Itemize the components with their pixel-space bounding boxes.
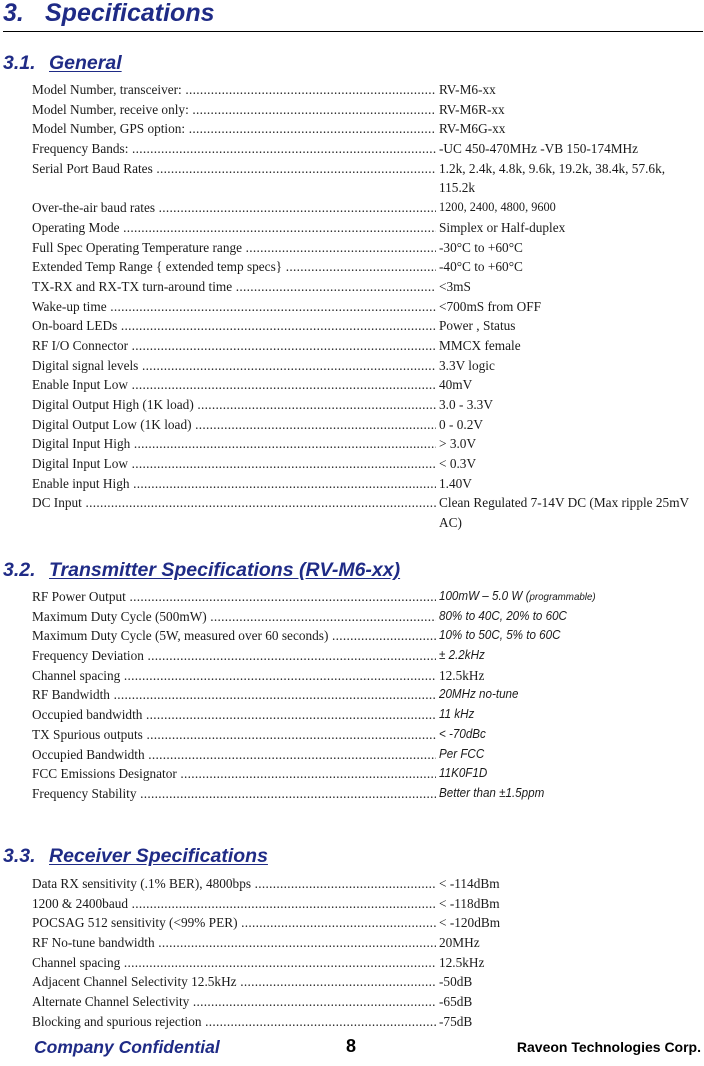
section-heading: [3, 0, 703, 32]
spec-label: Serial Port Baud Rates .....: [32, 159, 436, 178]
spec-value: 1.2k, 2.4k, 4.8k, 9.6k, 19.2k, 38.4k, 57.6k, 115.2k: [439, 160, 666, 196]
spec-row: [32, 100, 702, 120]
spec-label: Digital Output High (1K load) .....: [32, 395, 436, 414]
transmitter-spec-list: [32, 587, 702, 804]
spec-row: [32, 607, 702, 627]
spec-label: Frequency Deviation .....: [32, 646, 436, 665]
spec-label: Alternate Channel Selectivity .....: [32, 992, 436, 1011]
spec-value: RV-M6G-xx: [439, 121, 506, 137]
spec-label: Maximum Duty Cycle (500mW) .....: [32, 607, 436, 626]
spec-label: Model Number, transceiver: .....: [32, 80, 436, 99]
spec-row: [32, 139, 702, 159]
spec-row: [32, 933, 702, 953]
spec-label: Enable Input Low .....: [32, 375, 436, 394]
spec-row: [32, 257, 702, 277]
spec-row: [32, 218, 702, 238]
spec-label: Digital Input Low .....: [32, 454, 436, 473]
spec-label: Maximum Duty Cycle (5W, measured over 60 seconds) .....: [32, 626, 436, 645]
spec-row: [32, 913, 702, 933]
spec-label: Model Number, GPS option: .....: [32, 119, 436, 138]
spec-value: < -120dBm: [439, 915, 501, 931]
spec-value: -50dB: [439, 974, 473, 990]
spec-value: > 3.0V: [439, 436, 477, 452]
receiver-number: 3.3.: [3, 845, 36, 867]
spec-label: RF I/O Connector .....: [32, 336, 436, 355]
spec-label: Frequency Bands: .....: [32, 139, 436, 158]
spec-row: [32, 238, 702, 258]
page-number: 8: [346, 1036, 357, 1056]
spec-value: Power , Status: [439, 318, 516, 334]
spec-row: [32, 277, 702, 297]
spec-value: Better than ±1.5ppm: [439, 785, 545, 800]
spec-label: POCSAG 512 sensitivity (<99% PER) .....: [32, 913, 436, 932]
spec-row: [32, 784, 702, 804]
spec-label: RF Bandwidth .....: [32, 685, 436, 704]
spec-label: Occupied bandwidth .....: [32, 705, 436, 724]
spec-value: -75dB: [439, 1013, 473, 1029]
spec-value: 80% to 40C, 20% to 60C: [439, 608, 567, 623]
spec-value: 10% to 50C, 5% to 60C: [439, 628, 561, 643]
spec-row: [32, 493, 702, 532]
spec-row: [32, 666, 702, 686]
spec-label: DC Input .....: [32, 493, 436, 512]
spec-label: On-board LEDs .....: [32, 316, 436, 335]
spec-label: FCC Emissions Designator .....: [32, 764, 436, 783]
spec-label: Operating Mode .....: [32, 218, 436, 237]
spec-row: [32, 198, 702, 218]
spec-label: Enable input High .....: [32, 474, 436, 493]
spec-value: 40mV: [439, 377, 473, 393]
transmitter-number: 3.2.: [3, 559, 36, 581]
spec-row: [32, 894, 702, 914]
spec-row: [32, 415, 702, 435]
spec-label: Channel spacing .....: [32, 666, 436, 685]
section-number: 3.: [3, 0, 24, 27]
spec-row: [32, 454, 702, 474]
spec-label: 1200 & 2400baud .....: [32, 894, 436, 913]
spec-label: Blocking and spurious rejection .....: [32, 1012, 436, 1031]
spec-row: [32, 685, 702, 705]
spec-value: 11K0F1D: [439, 766, 488, 781]
spec-row: [32, 297, 702, 317]
spec-value: -65dB: [439, 994, 473, 1010]
general-number: 3.1.: [3, 52, 36, 74]
spec-value: < 0.3V: [439, 456, 477, 472]
company-name: Raveon Technologies Corp.: [516, 1039, 701, 1055]
spec-label: RF Power Output .....: [32, 587, 436, 606]
spec-label: Frequency Stability .....: [32, 784, 436, 803]
spec-row: [32, 874, 702, 894]
spec-value: 12.5kHz: [439, 667, 485, 683]
spec-value: 3.3V logic: [439, 357, 495, 373]
spec-value: RV-M6-xx: [439, 82, 496, 97]
spec-value: 12.5kHz: [439, 954, 485, 970]
receiver-heading: [3, 844, 268, 868]
receiver-spec-list: [32, 874, 702, 1032]
spec-row: [32, 705, 702, 725]
spec-value: -UC 450-470MHz -VB 150-174MHz: [439, 141, 639, 157]
spec-row: [32, 972, 702, 992]
spec-label: Occupied Bandwidth .....: [32, 745, 436, 764]
spec-value: 11 kHz: [439, 707, 475, 722]
spec-label: Digital Input High .....: [32, 434, 436, 453]
spec-value: 1200, 2400, 4800, 9600: [439, 200, 556, 215]
spec-value: 20MHz no-tune: [439, 687, 519, 702]
spec-value: [439, 587, 684, 608]
spec-value: < -70dBc: [439, 726, 486, 741]
spec-value: RV-M6R-xx: [439, 101, 505, 117]
spec-value: Simplex or Half-duplex: [439, 219, 566, 235]
spec-label: Digital Output Low (1K load) .....: [32, 415, 436, 434]
spec-value-note: programmable): [529, 591, 596, 603]
general-spec-list: [32, 80, 702, 533]
spec-value: Per FCC: [439, 746, 485, 761]
spec-label: Adjacent Channel Selectivity 12.5kHz .....: [32, 972, 436, 991]
spec-row: [32, 434, 702, 454]
transmitter-heading: [3, 558, 400, 582]
spec-value: MMCX female: [439, 337, 521, 353]
spec-row: [32, 587, 702, 607]
spec-row: [32, 626, 702, 646]
spec-row: [32, 119, 702, 139]
spec-value: Clean Regulated 7-14V DC (Max ripple 25mV AC): [439, 495, 689, 531]
spec-label: RF No-tune bandwidth .....: [32, 933, 436, 952]
confidential-label: Company Confidential: [34, 1037, 220, 1057]
spec-row: [32, 356, 702, 376]
spec-row: [32, 80, 702, 100]
spec-label: Extended Temp Range { extended temp specs} .....: [32, 257, 436, 276]
spec-label: Wake-up time .....: [32, 297, 436, 316]
spec-value: ± 2.2kHz: [439, 648, 485, 663]
spec-row: [32, 992, 702, 1012]
spec-row: [32, 336, 702, 356]
general-title: General: [49, 52, 122, 74]
spec-label: TX-RX and RX-TX turn-around time .....: [32, 277, 436, 296]
spec-row: [32, 316, 702, 336]
spec-value: 1.40V: [439, 475, 472, 491]
receiver-title: Receiver Specifications: [49, 845, 268, 867]
spec-label: Model Number, receive only: .....: [32, 100, 436, 119]
spec-value: <700mS from OFF: [439, 298, 542, 314]
spec-label: Channel spacing .....: [32, 953, 436, 972]
spec-label: Data RX sensitivity (.1% BER), 4800bps .....: [32, 874, 436, 893]
spec-value: < -118dBm: [439, 895, 500, 911]
spec-label: Full Spec Operating Temperature range .....: [32, 238, 436, 257]
spec-value: 0 - 0.2V: [439, 416, 483, 432]
spec-row: [32, 159, 702, 198]
spec-row: [32, 474, 702, 494]
spec-row: [32, 764, 702, 784]
spec-label: Digital signal levels .....: [32, 356, 436, 375]
spec-value-main: 100mW – 5.0 W (: [439, 589, 530, 603]
spec-row: [32, 646, 702, 666]
spec-row: [32, 1012, 702, 1032]
spec-value: -30°C to +60°C: [439, 239, 523, 255]
spec-value: -40°C to +60°C: [439, 259, 523, 275]
spec-value: 3.0 - 3.3V: [439, 397, 493, 413]
page-footer: [0, 1037, 704, 1061]
spec-row: [32, 725, 702, 745]
spec-row: [32, 375, 702, 395]
spec-value: 20MHz: [439, 935, 480, 951]
spec-value: <3mS: [439, 278, 471, 294]
transmitter-title: Transmitter Specifications (RV-M6-xx): [49, 559, 401, 581]
spec-row: [32, 953, 702, 973]
spec-row: [32, 395, 702, 415]
section-title: Specifications: [45, 0, 215, 27]
spec-label: TX Spurious outputs .....: [32, 725, 436, 744]
spec-label: Over-the-air baud rates .....: [32, 198, 436, 217]
spec-value: < -114dBm: [439, 876, 500, 891]
spec-row: [32, 745, 702, 765]
general-heading: [3, 51, 122, 75]
